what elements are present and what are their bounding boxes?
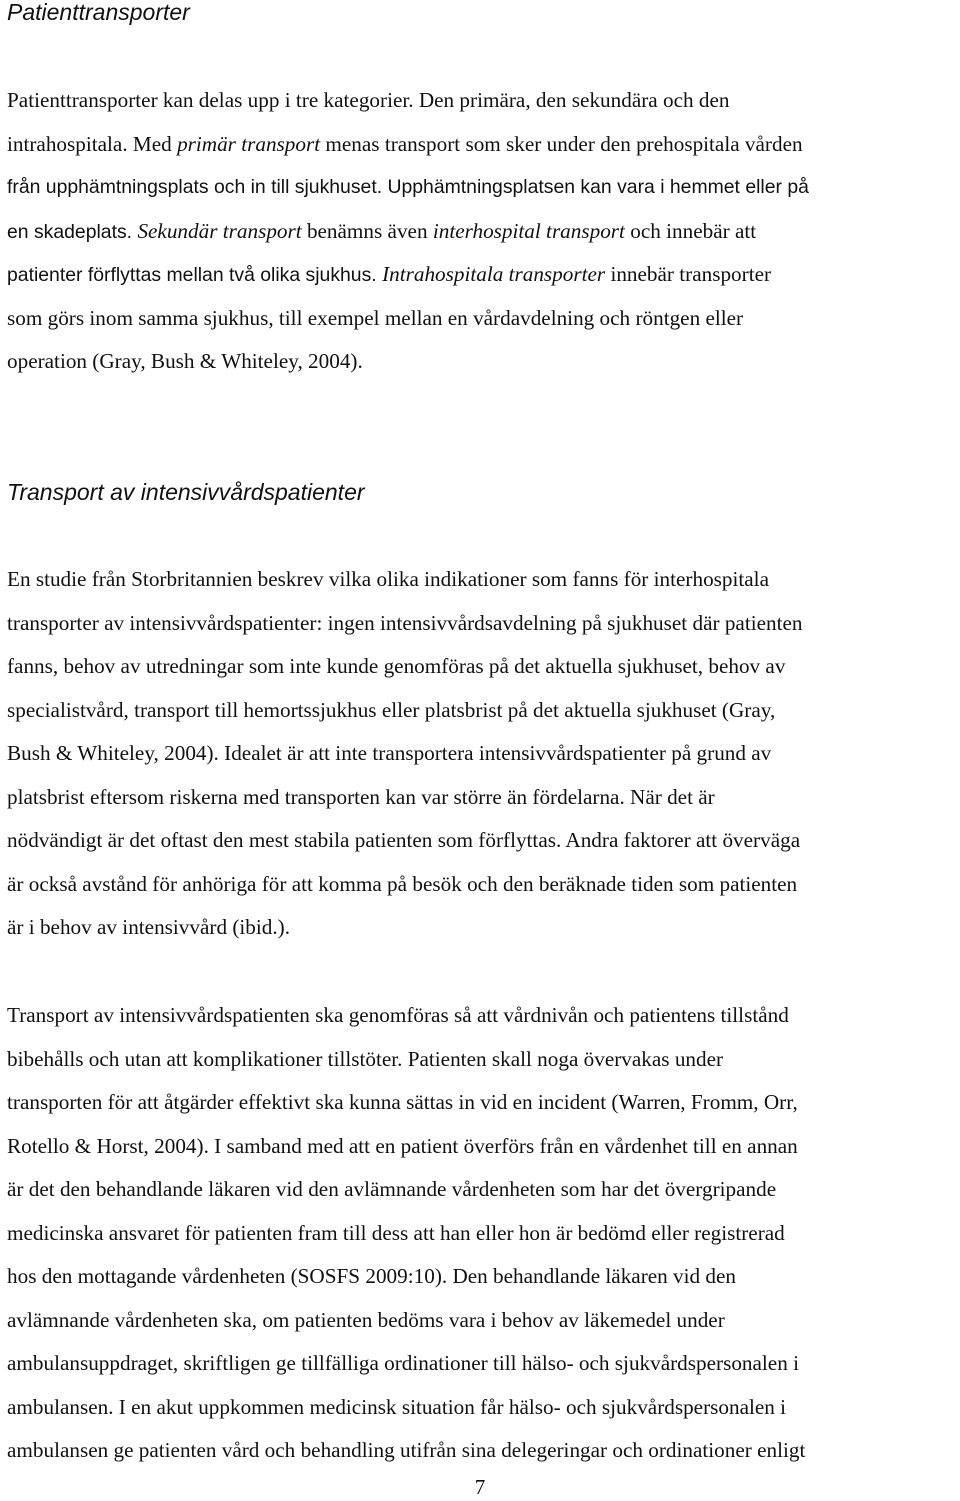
term-primar-transport: primär transport xyxy=(177,131,321,156)
paragraph-studie-storbritannien xyxy=(7,564,957,956)
text-line: från upphämtningsplats och in till sjukhuset. Upphämtningsplatsen kan vara i hemmet eller på xyxy=(7,176,809,198)
text-line: fanns, behov av utredningar som inte kunde genomföras på det aktuella sjukhuset, behov av xyxy=(7,654,786,678)
text-line: är också avstånd för anhöriga för att komma på besök och den beräknade tiden som patienten xyxy=(7,871,798,896)
text-line: hos den mottagande vårdenheten (SOSFS 2009:10). Den behandlande läkaren vid den xyxy=(7,1264,737,1288)
term-intrahospitala-transporter: Intrahospitala transporter xyxy=(382,262,606,286)
section-heading-patienttransporter: Patienttransporter xyxy=(7,0,190,25)
term-interhospital-transport: interhospital transport xyxy=(432,218,625,243)
text-line: nödvändigt är det oftast den mest stabila patienten som förflyttas. Andra faktorer att överväga xyxy=(7,828,801,852)
text-line: operation (Gray, Bush & Whiteley, 2004). xyxy=(7,349,363,373)
text-line: patienter förflyttas mellan två olika sjukhus. Intrahospitala transporter innebär transporter xyxy=(7,262,772,286)
text-line: ambulansuppdraget, skriftligen ge tillfälliga ordinationer till hälso- och sjukvårdspersonalen i xyxy=(7,1351,799,1375)
text-line: platsbrist eftersom riskerna med transporten kan var större än fördelarna. När det är xyxy=(7,784,715,809)
text-line: En studie från Storbritannien beskrev vilka olika indikationer som fanns för interhospitala xyxy=(7,567,769,591)
text-line: specialistvård, transport till hemortssjukhus eller platsbrist på det aktuella sjukhuset (Gray, xyxy=(7,697,776,722)
text-line: intrahospitala. Med primär transport menas transport som sker under den prehospitala vården xyxy=(7,131,803,156)
text-line: är det den behandlande läkaren vid den avlämnande vårdenheten som har det övergripande xyxy=(7,1177,777,1201)
text-line: ambulansen. I en akut uppkommen medicinsk situation får hälso- och sjukvårdspersonalen i xyxy=(7,1394,787,1419)
text-line: som görs inom samma sjukhus, till exempel mellan en vårdavdelning och röntgen eller xyxy=(7,305,744,330)
text-line: Patienttransporter kan delas upp i tre kategorier. Den primära, den sekundära och den xyxy=(7,88,730,112)
text-line: avlämnande vårdenheten ska, om patienten bedöms vara i behov av läkemedel under xyxy=(7,1307,725,1332)
text-line: transporter av intensivvårdspatienter: ingen intensivvårdsavdelning på sjukhuset där patienten xyxy=(7,610,803,635)
text-line: en skadeplats. Sekundär transport benämns även interhospital transport och innebär att xyxy=(7,218,757,243)
term-sekundar-transport: Sekundär transport xyxy=(137,218,302,243)
paragraph-patienttransporter xyxy=(7,85,957,390)
text-line: Bush & Whiteley, 2004). Idealet är att inte transportera intensivvårdspatienter på grund av xyxy=(7,741,772,765)
text-line: Rotello & Horst, 2004). I samband med att en patient överförs från en vårdenhet till en annan xyxy=(7,1133,798,1158)
text-line: är i behov av intensivvård (ibid.). xyxy=(7,915,291,939)
text-line: ambulansen ge patienten vård och behandling utifrån sina delegeringar och ordinationer enligt xyxy=(7,1438,806,1462)
text-line: bibehålls och utan att komplikationer tillstöter. Patienten skall noga övervakas under xyxy=(7,1046,724,1071)
section-heading-intensivvardspatienter: Transport av intensivvårdspatienter xyxy=(7,479,365,505)
text-line: transporten för att åtgärder effektivt ska kunna sättas in vid en incident (Warren, Fromm, Orr, xyxy=(7,1090,798,1114)
text-line: Transport av intensivvårdspatienten ska genomföras så att vårdnivån och patientens tillstånd xyxy=(7,1003,789,1027)
paragraph-transport-intensivvardspatienten xyxy=(7,1000,957,1479)
text-line: medicinska ansvaret för patienten fram till dess att han eller hon är bedömd eller registrerad xyxy=(7,1220,785,1245)
page-number: 7 xyxy=(474,1475,486,1499)
